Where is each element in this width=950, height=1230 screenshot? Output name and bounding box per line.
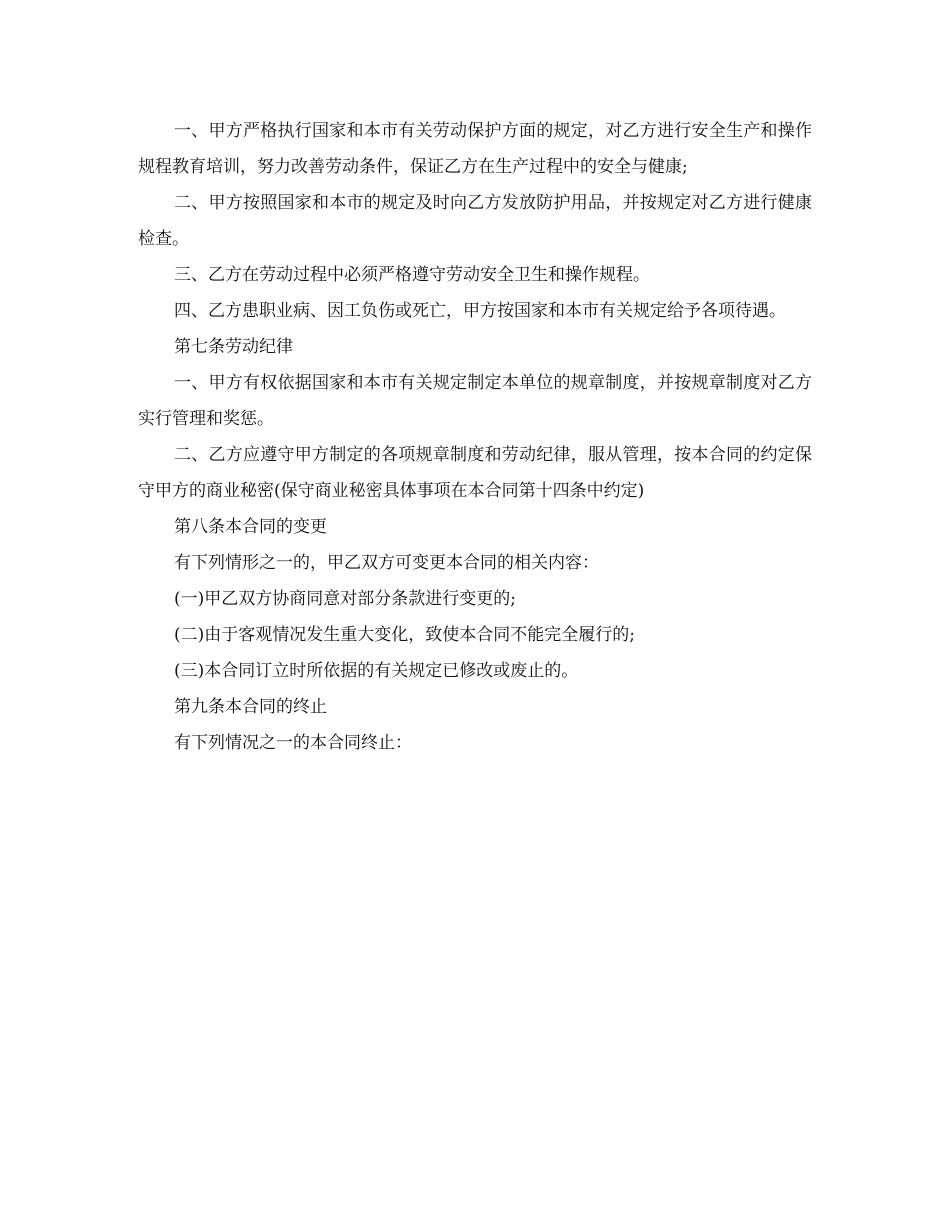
clause-safety-training: 一、甲方严格执行国家和本市有关劳动保护方面的规定，对乙方进行安全生产和操作规程教育培训，努力改善劳动条件，保证乙方在生产过程中的安全与健康;: [138, 121, 812, 177]
clause-change-conditions: 有下列情形之一的，甲乙双方可变更本合同的相关内容：: [174, 553, 599, 573]
document-body: [138, 113, 812, 761]
list-item-change-2: (二)由于客观情况发生重大变化，致使本合同不能完全履行的;: [174, 625, 635, 645]
clause-safety-compliance: 三、乙方在劳动过程中必须严格遵守劳动安全卫生和操作规程。: [174, 265, 650, 285]
article-9-heading: 第九条本合同的终止: [174, 697, 327, 717]
clause-rules-and-regulations: 一、甲方有权依据国家和本市有关规定制定本单位的规章制度，并按规章制度对乙方实行管理和奖惩。: [138, 373, 812, 429]
article-8-heading: 第八条本合同的变更: [174, 517, 327, 537]
clause-protective-equipment: 二、甲方按照国家和本市的规定及时向乙方发放防护用品，并按规定对乙方进行健康检查。: [138, 193, 812, 249]
clause-termination-conditions: 有下列情况之一的本合同终止：: [174, 733, 412, 753]
list-item-change-3: (三)本合同订立时所依据的有关规定已修改或废止的。: [174, 661, 579, 681]
article-7-heading: 第七条劳动纪律: [174, 337, 293, 357]
clause-trade-secrets: 二、乙方应遵守甲方制定的各项规章制度和劳动纪律，服从管理，按本合同的约定保守甲方的商业秘密(保守商业秘密具体事项在本合同第十四条中约定): [138, 445, 812, 501]
list-item-change-1: (一)甲乙双方协商同意对部分条款进行变更的;: [174, 589, 516, 609]
clause-injury-benefits: 四、乙方患职业病、因工负伤或死亡，甲方按国家和本市有关规定给予各项待遇。: [174, 301, 786, 321]
